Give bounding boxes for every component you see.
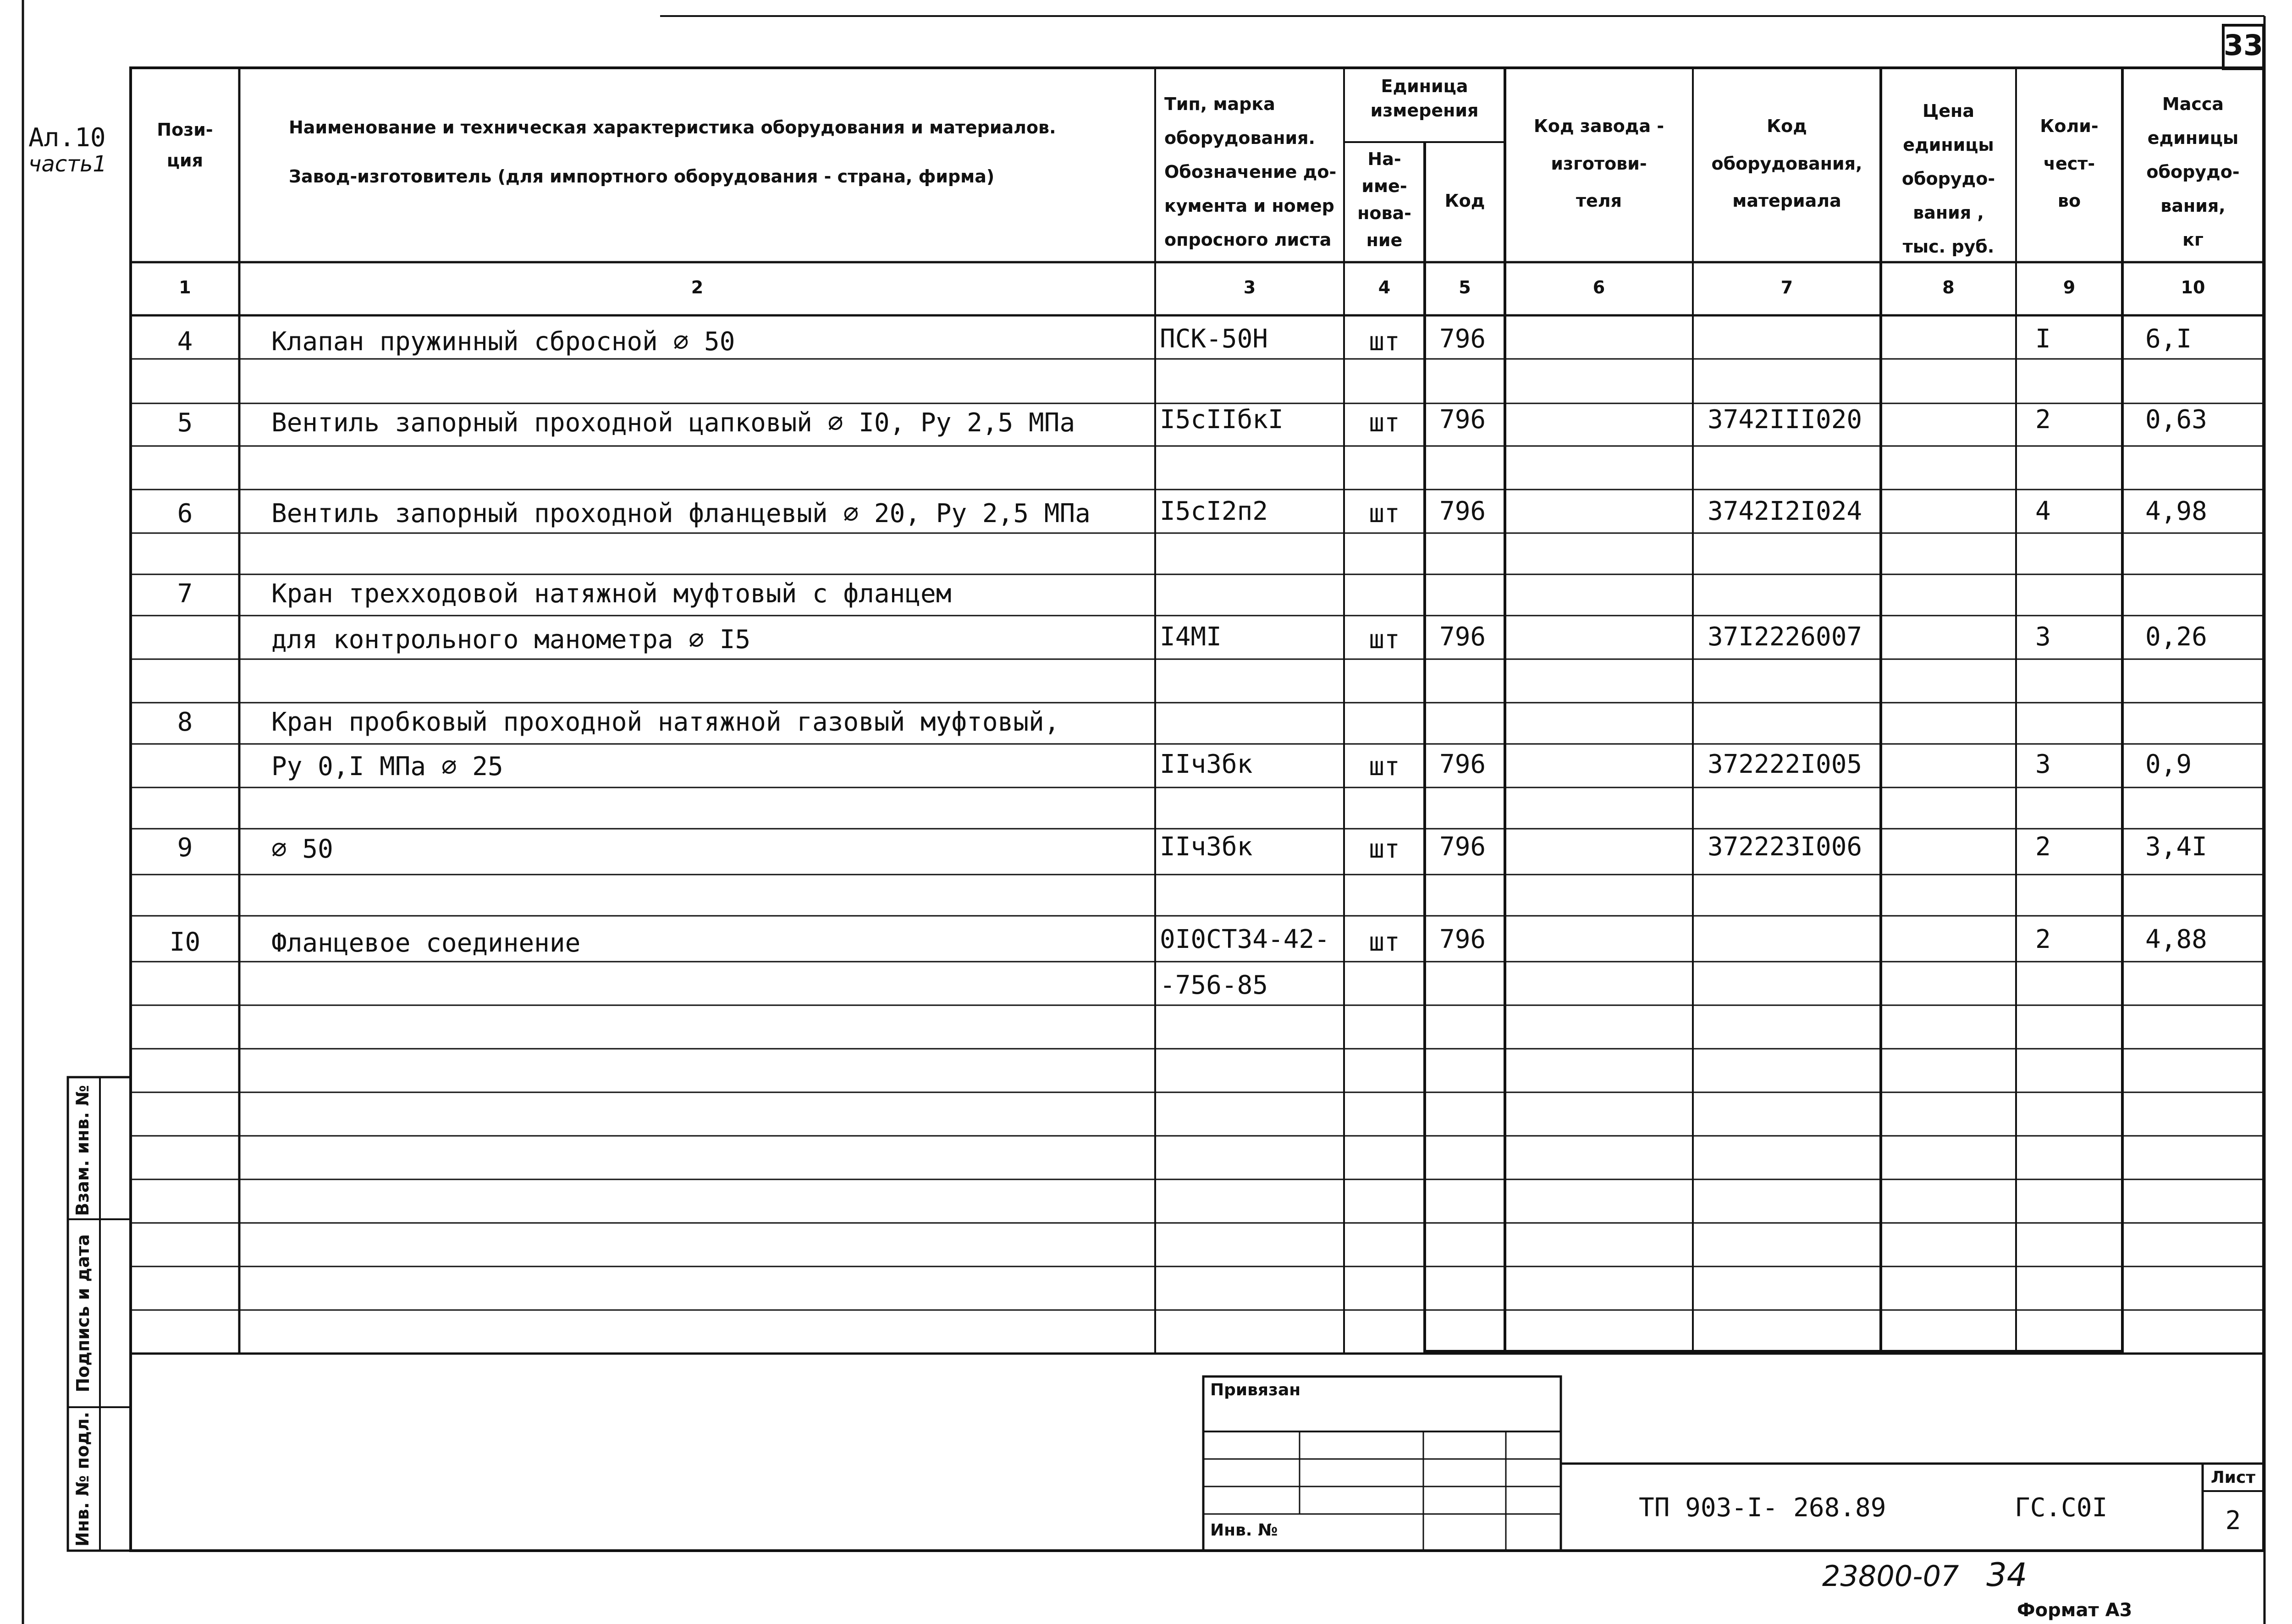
- header-col7: Код оборудования, материала: [1711, 116, 1862, 211]
- colnum-6: 6: [1592, 277, 1605, 297]
- cell-equip-code: 3742I2I024: [1708, 496, 1862, 526]
- cell-unit: шт: [1369, 927, 1400, 957]
- cell-mass: 0,26: [2145, 622, 2207, 652]
- header-col6: Код завода - изготови- теля: [1533, 116, 1664, 211]
- side-stamp-signature-date: Подпись и дата: [73, 1234, 93, 1393]
- cell-pos: I0: [169, 927, 201, 957]
- sheet-label: Лист: [2210, 1468, 2256, 1487]
- bottom-code: 23800-07: [1822, 1559, 1959, 1593]
- header-col3: Тип, марка оборудования. Обозначение до- кумента и номер опросного листа: [1164, 94, 1337, 250]
- format-label: Формат А3: [2017, 1600, 2132, 1621]
- cell-type: 0I0СТ34-42-: [1160, 925, 1330, 954]
- cell-qty: 2: [2035, 405, 2051, 435]
- cell-name: Вентиль запорный проходной цапковый ∅ I0, Ру 2,5 МПа: [271, 408, 1075, 438]
- cell-pos: 6: [177, 499, 193, 528]
- cell-equip-code: 37I2226007: [1708, 622, 1862, 652]
- colnum-4: 4: [1378, 277, 1391, 297]
- cell-qty: 2: [2035, 925, 2051, 954]
- cell-pos: 8: [177, 707, 193, 737]
- cell-code: 796: [1439, 496, 1486, 526]
- cell-equip-code: 372222I005: [1708, 749, 1862, 779]
- cell-unit: шт: [1369, 408, 1400, 438]
- cell-unit: шт: [1369, 327, 1400, 357]
- header-col5: Код: [1444, 191, 1485, 211]
- margin-note-line1: Ал.10: [28, 123, 106, 153]
- side-stamp-replace-inv: Взам. инв. №: [72, 1085, 93, 1216]
- cell-mass: 6,I: [2145, 324, 2192, 354]
- colnum-7: 7: [1780, 277, 1793, 297]
- cell-mass: 4,88: [2145, 925, 2207, 954]
- document-code: ТП 903-I- 268.89: [1639, 1493, 1886, 1523]
- cell-qty: I: [2035, 324, 2051, 354]
- cell-mass: 0,9: [2145, 749, 2192, 779]
- colnum-5: 5: [1459, 277, 1471, 297]
- cell-pos: 4: [177, 327, 193, 357]
- bottom-code-note: [1822, 1556, 2027, 1594]
- cell-type: IIч3бк: [1160, 832, 1253, 862]
- header-unit-group: Единица измерения: [1370, 76, 1479, 121]
- header-col10: Масса единицы оборудо- вания, кг: [2146, 94, 2240, 250]
- cell-name: Кран пробковый проходной натяжной газовый муфтовый,: [271, 707, 1060, 737]
- cell-pos: 9: [177, 833, 193, 863]
- colnum-2: 2: [691, 277, 704, 297]
- cell-mass: 4,98: [2145, 496, 2207, 526]
- cell-qty: 3: [2035, 749, 2051, 779]
- cell-name: Ру 0,I МПа ∅ 25: [271, 752, 503, 782]
- cell-type: I4МI: [1160, 622, 1222, 652]
- side-stamp-orig-inv: Инв. № подл.: [72, 1411, 93, 1547]
- cell-name: Кран трехходовой натяжной муфтовый с фланцем: [271, 579, 952, 609]
- cell-type: -756-85: [1160, 970, 1268, 1000]
- cell-type: I5сIIбкI: [1160, 405, 1284, 435]
- cell-name: для контрольного манометра ∅ I5: [271, 625, 751, 655]
- colnum-1: 1: [179, 277, 191, 297]
- header-col4: На- име- нова- ние: [1357, 149, 1411, 250]
- cell-equip-code: 3742III020: [1708, 405, 1862, 435]
- cell-code: 796: [1439, 749, 1486, 779]
- header-col8: Цена единицы оборудо- вания , тыс. руб.: [1901, 101, 1995, 257]
- cell-pos: 5: [177, 408, 193, 438]
- cell-qty: 4: [2035, 496, 2051, 526]
- document-mark: ГС.С0I: [2015, 1493, 2108, 1523]
- attached-label: Привязан: [1210, 1381, 1301, 1399]
- cell-unit: шт: [1369, 752, 1400, 782]
- cell-name: ∅ 50: [271, 834, 333, 864]
- cell-code: 796: [1439, 832, 1486, 862]
- cell-type: I5сI2п2: [1160, 496, 1268, 526]
- inv-no-label: Инв. №: [1210, 1521, 1278, 1540]
- cell-code: 796: [1439, 925, 1486, 954]
- cell-mass: 3,4I: [2145, 832, 2207, 862]
- cell-type: IIч3бк: [1160, 749, 1253, 779]
- bottom-page: 34: [1986, 1556, 2028, 1594]
- sheet-value: 2: [2225, 1506, 2241, 1536]
- colnum-10: 10: [2181, 277, 2205, 297]
- colnum-8: 8: [1942, 277, 1955, 297]
- header-col2-line1: Наименование и техническая характеристика оборудования и материалов.: [289, 117, 1056, 138]
- cell-mass: 0,63: [2145, 405, 2207, 435]
- margin-note-line2: часть1: [28, 151, 107, 177]
- cell-equip-code: 372223I006: [1708, 832, 1862, 862]
- cell-unit: шт: [1369, 834, 1400, 864]
- cell-qty: 2: [2035, 832, 2051, 862]
- header-col1: Пози- ция: [157, 120, 213, 171]
- cell-unit: шт: [1369, 499, 1400, 528]
- margin-note: [28, 124, 107, 176]
- cell-name: Вентиль запорный проходной фланцевый ∅ 20, Ру 2,5 МПа: [271, 499, 1091, 528]
- cell-unit: шт: [1369, 625, 1400, 655]
- header-col9: Коли- чест- во: [2040, 116, 2099, 211]
- cell-code: 796: [1439, 405, 1486, 435]
- cell-type: ПСК-50Н: [1160, 324, 1268, 354]
- colnum-9: 9: [2063, 277, 2076, 297]
- cell-code: 796: [1439, 324, 1486, 354]
- cell-qty: 3: [2035, 622, 2051, 652]
- cell-name: Клапан пружинный сбросной ∅ 50: [271, 327, 735, 357]
- cell-code: 796: [1439, 622, 1486, 652]
- header-col2: [289, 112, 1056, 192]
- sheet-number: 33: [2223, 28, 2264, 62]
- cell-name: Фланцевое соединение: [271, 928, 581, 958]
- header-col2-line2: Завод-изготовитель (для импортного оборудования - страна, фирма): [289, 166, 995, 187]
- colnum-3: 3: [1243, 277, 1256, 297]
- cell-pos: 7: [177, 579, 193, 609]
